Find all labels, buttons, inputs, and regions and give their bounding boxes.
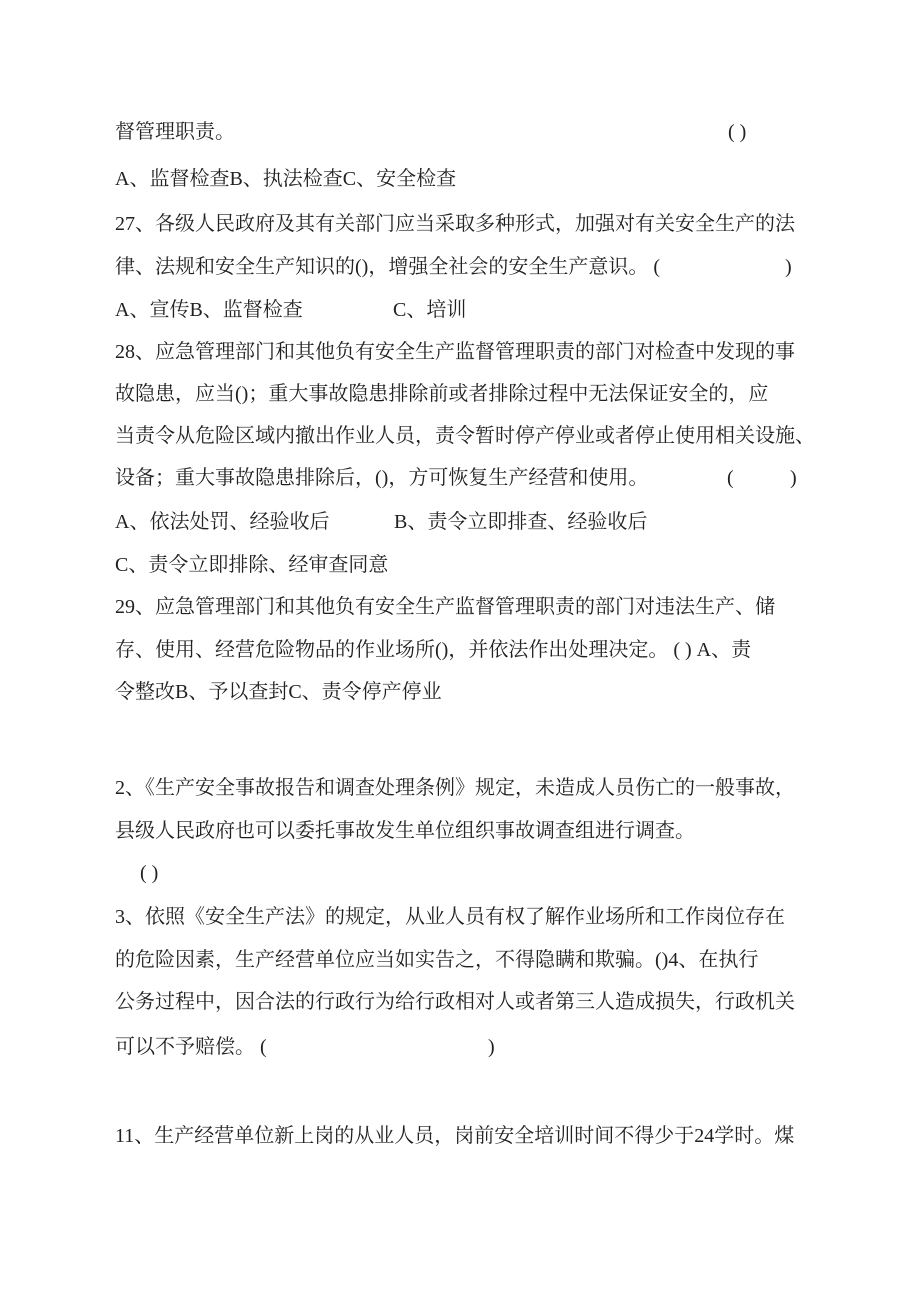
- text-line-20: [115, 988, 815, 1016]
- text-run: 3、依照《安全生产法》的规定，从业人员有权了解作业场所和工作岗位存在: [115, 906, 785, 928]
- text-line-11: [115, 551, 815, 579]
- text-line-2: [115, 165, 815, 193]
- text-run: ): [790, 467, 797, 489]
- text-run: 存、使用、经营危险物品的作业场所()，并依法作出处理决定。 ( ) A、责: [115, 639, 752, 661]
- text-line-8: [115, 422, 815, 450]
- text-line-7: [115, 380, 815, 408]
- text-run: 11、生产经营单位新上岗的从业人员，岗前安全培训时间不得少于24学时。煤: [115, 1125, 795, 1147]
- text-line-4: [115, 253, 815, 281]
- text-run: 县级人民政府也可以委托事故发生单位组织事故调查组进行调查。: [115, 820, 695, 842]
- text-run: 27、各级人民政府及其有关部门应当采取多种形式，加强对有关安全生产的法: [115, 213, 795, 235]
- text-line-17: [115, 859, 840, 887]
- text-run: ( ): [728, 121, 747, 143]
- text-line-21: [115, 1033, 815, 1061]
- text-run: ): [488, 1036, 495, 1058]
- text-line-9: [115, 464, 815, 492]
- text-line-5: [115, 296, 815, 324]
- text-line-15: [115, 774, 815, 802]
- text-run: C、责令立即排除、经审查同意: [115, 554, 389, 576]
- text-line-6: [115, 338, 815, 366]
- text-run: 督管理职责。: [115, 121, 235, 143]
- text-run: A、监督检查B、执法检查C、安全检查: [115, 168, 457, 190]
- text-line-10: [115, 508, 815, 536]
- text-run: 的危险因素，生产经营单位应当如实告之，不得隐瞒和欺骗。()4、在执行: [115, 949, 759, 971]
- text-run: C、培训: [393, 299, 467, 321]
- text-line-19: [115, 946, 815, 974]
- text-run: 可以不予赔偿。 (: [115, 1036, 267, 1058]
- text-line-14: [115, 678, 815, 706]
- text-run: 设备；重大事故隐患排除后，()，方可恢复生产经营和使用。: [115, 467, 649, 489]
- text-line-1: [115, 118, 815, 146]
- text-line-13: [115, 636, 815, 664]
- text-line-18: [115, 903, 815, 931]
- text-run: 2、《生产安全事故报告和调查处理条例》规定，未造成人员伤亡的一般事故，: [115, 777, 795, 799]
- text-line-3: [115, 210, 815, 238]
- text-run: 故隐患，应当()；重大事故隐患排除前或者排除过程中无法保证安全的，应: [115, 383, 769, 405]
- text-run: A、依法处罚、经验收后: [115, 511, 330, 533]
- text-run: 当责令从危险区域内撤出作业人员，责令暂时停产停业或者停止使用相关设施、: [115, 425, 815, 447]
- text-run: (: [727, 467, 734, 489]
- text-run: 29、应急管理部门和其他负有安全生产监督管理职责的部门对违法生产、储: [115, 596, 775, 618]
- text-run: B、责令立即排查、经验收后: [394, 511, 648, 533]
- text-run: 令整改B、予以查封C、责令停产停业: [115, 681, 442, 703]
- text-run: A、宣传B、监督检查: [115, 299, 303, 321]
- text-run: 律、法规和安全生产知识的()，增强全社会的安全生产意识。 (: [115, 256, 660, 278]
- text-line-22: [115, 1122, 815, 1150]
- text-run: ): [785, 256, 792, 278]
- text-line-16: [115, 817, 815, 845]
- text-run: 公务过程中，因合法的行政行为给行政相对人或者第三人造成损失，行政机关: [115, 991, 795, 1013]
- text-line-12: [115, 593, 815, 621]
- text-run: ( ): [140, 862, 159, 884]
- text-run: 28、应急管理部门和其他负有安全生产监督管理职责的部门对检查中发现的事: [115, 341, 795, 363]
